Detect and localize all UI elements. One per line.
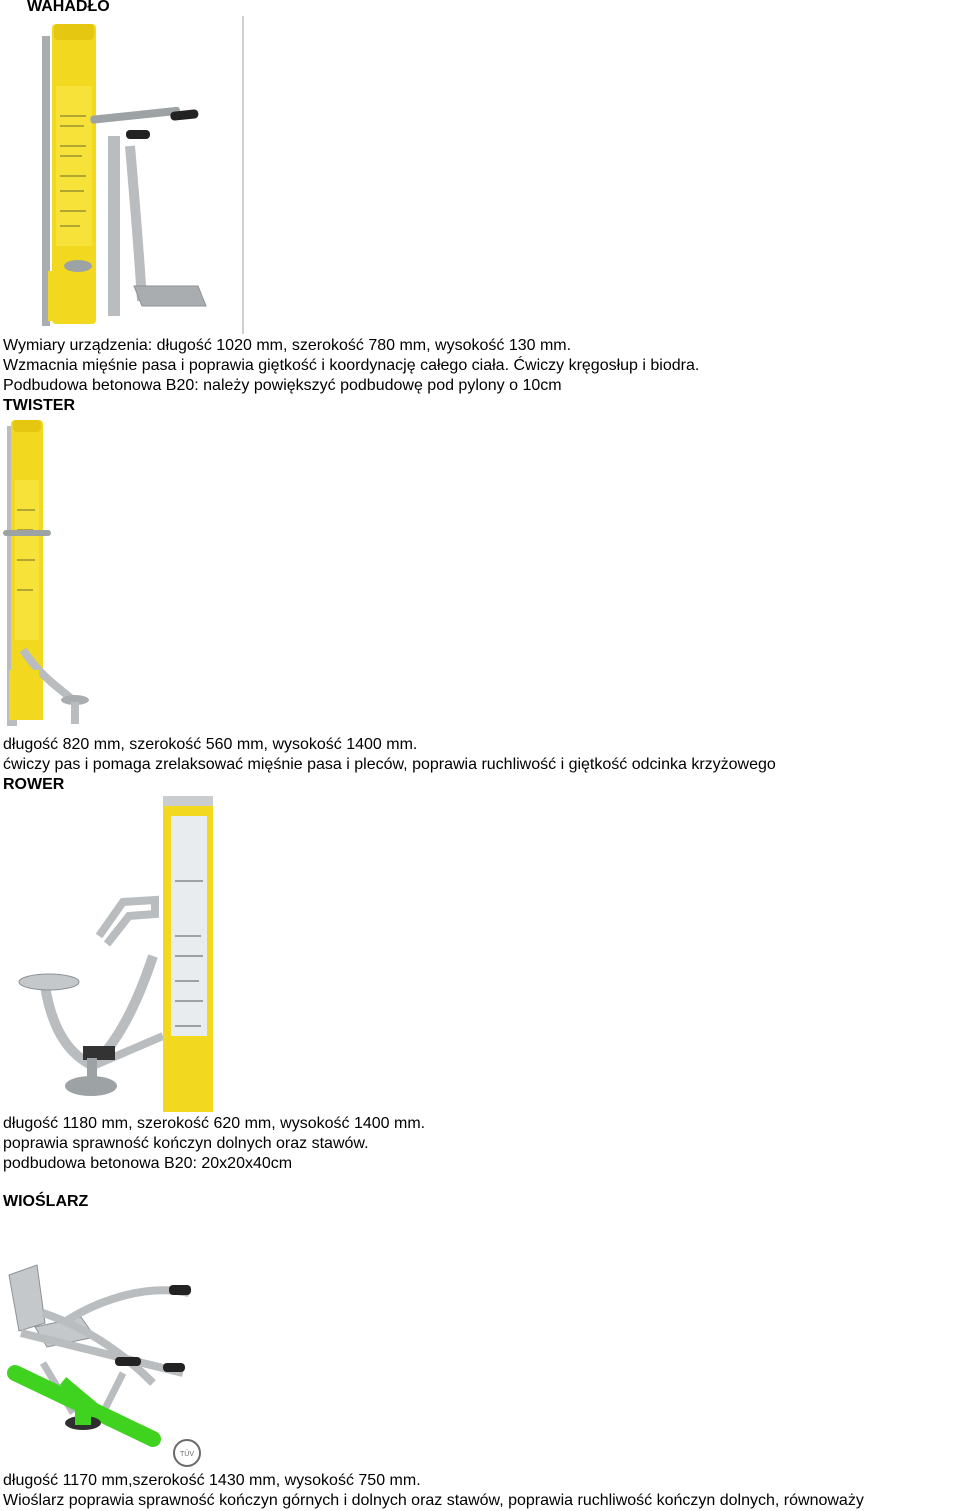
section-title-wioslarz: WIOŚLARZ [3, 1193, 89, 1210]
rower-dimensions-text: długość 1180 mm, szerokość 620 mm, wysokość 1400 mm. [3, 1115, 426, 1132]
wioslarz-benefits-text: Wioślarz poprawia sprawność kończyn górnych i dolnych oraz stawów, poprawia ruchliwość kończyn dolnych, równoważy [3, 1492, 864, 1509]
twister-benefits-text: ćwiczy pas i pomaga zrelaksować mięśnie pasa i pleców, poprawia ruchliwość i giętkość odcinka krzyżowego [3, 756, 776, 773]
rower-foundation-text: podbudowa betonowa B20: 20x20x40cm [3, 1155, 293, 1172]
rower-equipment-image [3, 796, 214, 1112]
wahadlo-benefits-text: Wzmacnia mięśnie pasa i poprawia giętkość i koordynację całego ciała. Ćwiczy kręgosłup i biodra. [3, 357, 700, 374]
section-title-rower: ROWER [3, 776, 65, 793]
wahadlo-foundation-text: Podbudowa betonowa B20: należy powiększyć podbudowę pod pylony o 10cm [3, 377, 562, 394]
wioslarz-equipment-image [3, 1213, 205, 1471]
wahadlo-equipment-image [30, 16, 246, 334]
twister-equipment-image [3, 420, 91, 732]
tuv-badge-text: TÜV [180, 1451, 194, 1458]
rower-benefits-text: poprawia sprawność kończyn dolnych oraz stawów. [3, 1135, 369, 1152]
wahadlo-dimensions-text: Wymiary urządzenia: długość 1020 mm, szerokość 780 mm, wysokość 130 mm. [3, 337, 572, 354]
section-title-wahadlo: WAHADŁO [27, 0, 110, 15]
section-title-twister: TWISTER [3, 397, 75, 414]
wioslarz-dimensions-text: długość 1170 mm,szerokość 1430 mm, wysokość 750 mm. [3, 1472, 421, 1489]
twister-dimensions-text: długość 820 mm, szerokość 560 mm, wysokość 1400 mm. [3, 736, 418, 753]
